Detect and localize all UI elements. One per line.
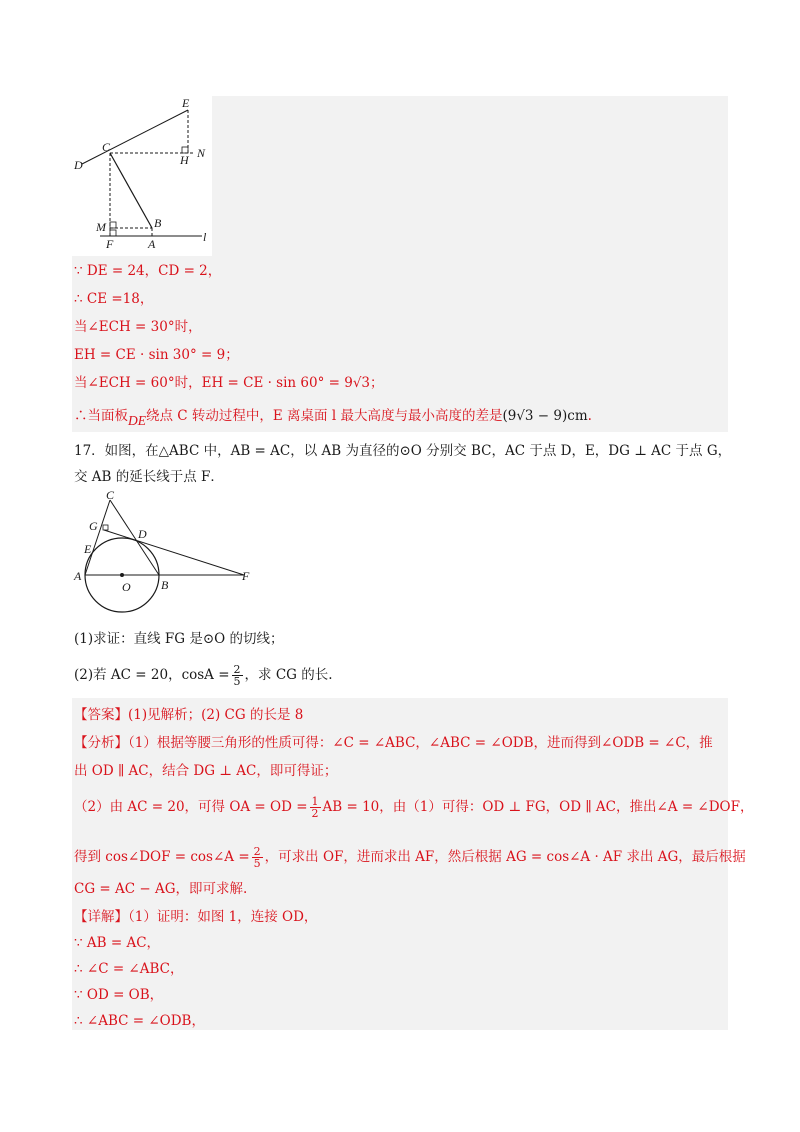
analysis-line-4-part-a: 得到 cos∠DOF = cos∠A = — [74, 849, 250, 865]
analysis-line-1 — [74, 734, 713, 752]
prev-solution-line-4: EH = CE · sin 30° = 9； — [74, 347, 239, 363]
fig2-label-O: O — [122, 580, 131, 594]
fig1-label-l: l — [203, 230, 207, 244]
analysis-line-4-fraction — [252, 846, 263, 869]
fig2-label-F: F — [242, 569, 250, 583]
fig1-label-H: H — [180, 153, 189, 167]
detail-line-3: ∴ ∠C = ∠ABC， — [74, 961, 184, 977]
fig1-label-B: B — [154, 216, 162, 230]
problem-17-statement-line-1: 17．如图，在△ABC 中，AB = AC，以 AB 为直径的⊙O 分别交 BC，AC 于点 D，E，DG ⊥ AC 于点 G， — [74, 443, 732, 459]
prev-solution-line-2: ∴ CE =18， — [74, 291, 154, 307]
fig1-label-N: N — [197, 146, 206, 160]
analysis-line-4-part-b: ，可求出 OF，进而求出 AF，然后根据 AG = cos∠A · AF 求出 AG，最后根据 — [264, 849, 746, 865]
prev-solution-line-5: 当∠ECH = 60°时，EH = CE · sin 60° = 9√3； — [74, 375, 384, 391]
analysis-line-3-fraction — [310, 796, 321, 819]
prev-solution-line-6-part-c: 绕点 C 转动过程中，E 离桌面 l 最大高度与最小高度的差是 — [146, 408, 503, 424]
analysis-line-3-part-b: AB = 10，由（1）可得：OD ⊥ FG，OD ∥ AC，推出∠A = ∠DOF， — [322, 799, 754, 815]
fig2-label-D: D — [138, 527, 147, 541]
problem-17-statement-line-2: 交 AB 的延长线于点 F． — [74, 469, 224, 485]
fig2-label-B: B — [161, 578, 169, 592]
question-2 — [74, 664, 333, 687]
prev-solution-line-1: ∵ DE = 24，CD = 2， — [74, 263, 222, 279]
analysis-line-4-fraction-denominator: 5 — [253, 857, 261, 870]
detail-line-4: ∵ OD = OB， — [74, 987, 164, 1003]
fig1-label-A: A — [148, 237, 156, 251]
answer-text: (1)见解析；(2) CG 的长是 8 — [128, 707, 304, 723]
analysis-line-4-fraction-numerator: 2 — [253, 845, 261, 858]
detail-line-2: ∵ AB = AC， — [74, 935, 161, 951]
analysis-line-3-fraction-denominator: 2 — [311, 807, 319, 820]
question-2-fraction-denominator: 5 — [233, 675, 241, 688]
fig1-label-C: C — [102, 140, 111, 154]
answer-line — [74, 706, 303, 724]
prev-solution-line-6-part-d: (9√3 − 9)cm — [502, 408, 588, 424]
detail-tag: 【详解】 — [74, 909, 128, 925]
detail-line-1 — [74, 908, 317, 926]
answer-tag: 【答案】 — [74, 707, 128, 723]
fig2-label-G: G — [89, 519, 98, 533]
desk-lamp-figure — [72, 96, 212, 256]
fig2-label-E: E — [84, 542, 92, 556]
analysis-line-3-fraction-numerator: 1 — [311, 795, 319, 808]
analysis-line-2: 出 OD ∥ AC，结合 DG ⊥ AC，即可得证； — [74, 763, 338, 779]
analysis-line-3-part-a: （2）由 AC = 20，可得 OA = OD = — [74, 799, 308, 815]
prev-solution-line-6 — [74, 407, 592, 428]
fig2-label-C: C — [106, 490, 115, 502]
circle-triangle-figure — [72, 490, 262, 620]
prev-solution-line-6-part-a: ∴当面板 — [74, 408, 128, 424]
prev-solution-line-6-part-e: . — [587, 408, 592, 424]
question-2-fraction-numerator: 2 — [233, 663, 241, 676]
detail-line-1-text: （1）证明：如图 1，连接 OD， — [128, 909, 318, 925]
fig1-label-F: F — [106, 237, 114, 251]
prev-solution-line-6-part-b: DE — [128, 413, 146, 428]
question-1: (1)求证：直线 FG 是⊙O 的切线； — [74, 631, 284, 647]
prev-solution-line-3: 当∠ECH = 30°时， — [74, 319, 202, 335]
question-2-fraction — [232, 664, 243, 687]
fig1-label-D: D — [74, 158, 83, 172]
fig1-label-E: E — [182, 96, 190, 110]
analysis-line-3 — [74, 796, 754, 819]
fig2-label-A: A — [74, 569, 82, 583]
detail-line-5: ∴ ∠ABC = ∠ODB， — [74, 1013, 205, 1029]
analysis-tag: 【分析】 — [74, 735, 128, 751]
fig1-label-M: M — [96, 220, 106, 234]
analysis-line-4 — [74, 846, 746, 869]
analysis-line-1-text: （1）根据等腰三角形的性质可得：∠C = ∠ABC，∠ABC = ∠ODB，进而得到∠ODB = ∠C，推 — [128, 735, 713, 751]
question-2-part-a: (2)若 AC = 20，cosA = — [74, 667, 230, 683]
question-2-part-b: ，求 CG 的长. — [244, 667, 333, 683]
analysis-line-5: CG = AC − AG，即可求解. — [74, 881, 248, 897]
